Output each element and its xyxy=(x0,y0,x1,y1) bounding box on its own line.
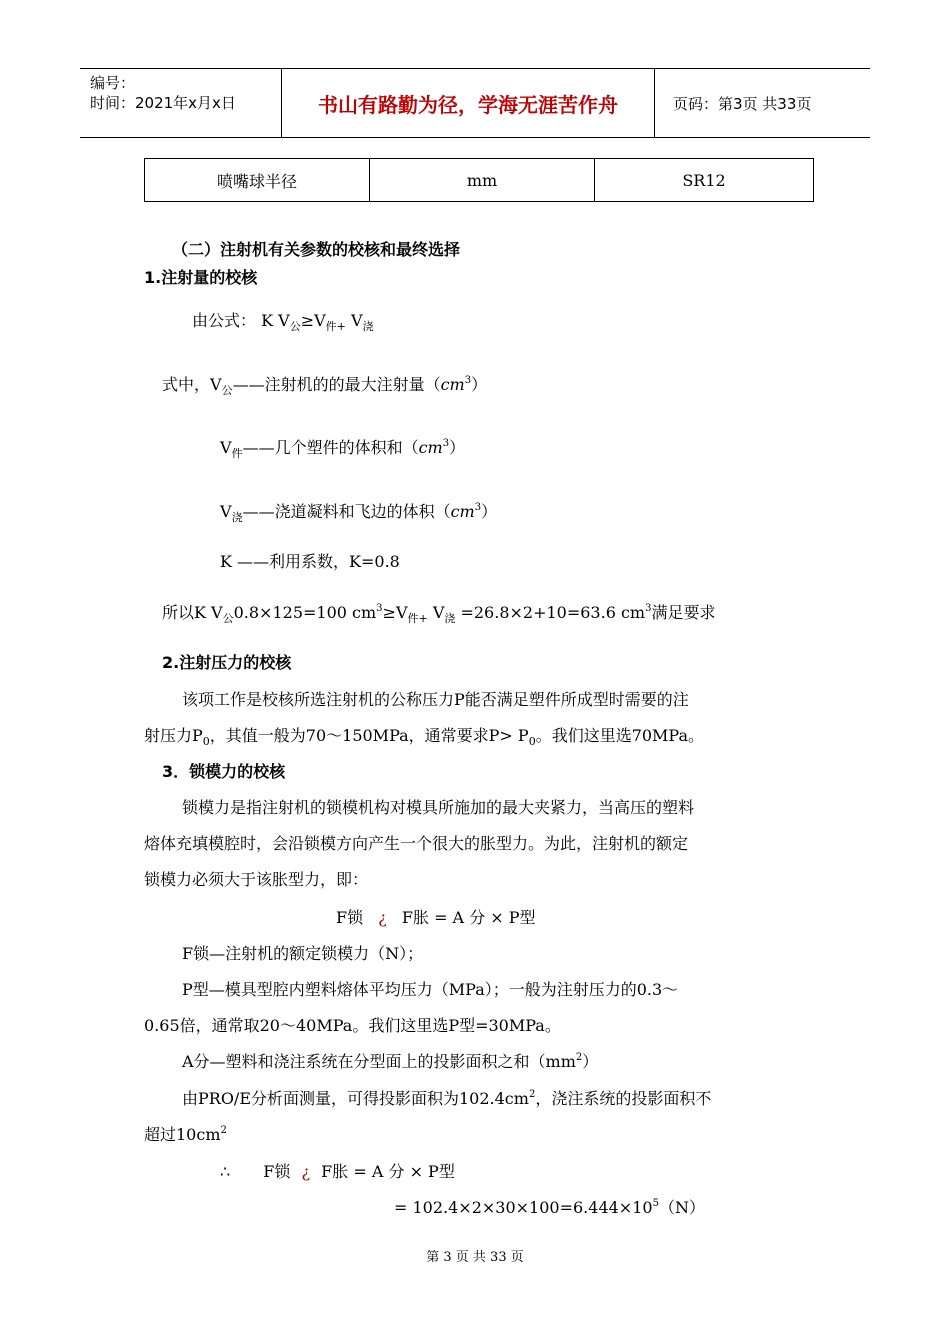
sub: 0 xyxy=(202,735,210,748)
text: ） xyxy=(471,375,488,394)
page-info: 页码：第3页 共33页 xyxy=(673,94,812,113)
sub: 件+ xyxy=(407,612,428,625)
exp: 2 xyxy=(528,1089,536,1100)
formula-sub: 浇 xyxy=(362,320,374,333)
text: ≥V xyxy=(382,603,408,622)
text: ——浇道凝料和飞边的体积（ xyxy=(242,502,451,521)
text: 射压力P xyxy=(144,726,203,745)
symbol: ¿ xyxy=(301,1162,311,1181)
sub: 公 xyxy=(221,384,233,397)
spec-value: SR12 xyxy=(595,159,814,202)
exp: 2 xyxy=(220,1125,227,1136)
s3-def2a: P型—模具型腔内塑料熔体平均压力（MPa）；一般为注射压力的0.3～ xyxy=(182,980,679,999)
text: V xyxy=(220,438,232,457)
text: = 102.4×2×30×100=6.444×10 xyxy=(394,1198,653,1217)
unit-exp: 3 xyxy=(442,438,450,449)
text: 。我们这里选70MPa。 xyxy=(535,726,705,745)
text: F胀 = A 分 × P型 xyxy=(401,908,536,927)
unit-exp: 3 xyxy=(645,603,652,614)
s3-equation xyxy=(336,906,536,930)
therefore-symbol: ∴ xyxy=(220,1162,231,1181)
sub: 0 xyxy=(528,735,536,748)
text: 0.8×125=100 cm xyxy=(233,603,377,622)
s3-result xyxy=(394,1196,705,1223)
text: 由PRO/E分析面测量，可得投影面积为102.4cm xyxy=(182,1089,529,1108)
s2-line2 xyxy=(144,724,704,750)
section-title: （二）注射机有关参数的校核和最终选择 xyxy=(172,240,461,259)
formula-text: ≥V xyxy=(300,311,326,330)
text: 所以K V xyxy=(162,603,223,622)
unit: cm xyxy=(418,438,443,457)
formula-sub: 件+ xyxy=(325,320,346,333)
text: ——几个塑件的体积和（ xyxy=(242,438,419,457)
unit-exp: 3 xyxy=(474,502,482,513)
s1-item2 xyxy=(220,436,465,463)
s1-formula xyxy=(192,309,374,335)
text: （N） xyxy=(658,1198,705,1217)
symbol: ¿ xyxy=(378,908,387,927)
s3-line1: 锁模力是指注射机的锁模机构对模具所施加的最大夹紧力，当高压的塑料 xyxy=(182,798,695,817)
text: F锁 xyxy=(263,1162,291,1181)
header-motto: 书山有路勤为径，学海无涯苦作舟 xyxy=(281,69,655,137)
s3-meas1 xyxy=(182,1087,711,1114)
date-label: 时间：2021年x月x日 xyxy=(90,94,236,112)
text: ） xyxy=(582,1052,599,1071)
s2-title: 2.注射压力的校核 xyxy=(162,653,292,672)
header-page-info xyxy=(663,69,870,137)
page-footer: 第 3 页 共 33 页 xyxy=(426,1250,524,1265)
text: ，浇注系统的投影面积不 xyxy=(535,1089,712,1108)
exp: 2 xyxy=(575,1052,583,1063)
text: F锁 xyxy=(336,908,364,927)
s3-def2b: 0.65倍，通常取20～40MPa。我们这里选P型=30MPa。 xyxy=(144,1016,561,1035)
number-label: 编号： xyxy=(90,74,136,92)
s3-equation2 xyxy=(220,1160,455,1184)
s1-item4: K ——利用系数，K=0.8 xyxy=(220,552,400,571)
spec-unit: mm xyxy=(370,159,595,202)
s2-line1: 该项工作是校核所选注射机的公称压力P能否满足塑件所成型时需要的注 xyxy=(182,690,689,709)
exp: 5 xyxy=(652,1198,659,1209)
s3-def3 xyxy=(182,1050,598,1077)
formula-text: 由公式： K V xyxy=(192,311,290,330)
unit: cm xyxy=(440,375,465,394)
text: ——注射机的的最大注射量（ xyxy=(232,375,441,394)
page-header xyxy=(80,68,870,138)
s3-line3: 锁模力必须大于该胀型力，即： xyxy=(144,870,369,889)
formula-sub: 公 xyxy=(289,320,301,333)
sub: 浇 xyxy=(231,511,243,524)
text: A分—塑料和浇注系统在分型面上的投影面积之和（mm xyxy=(182,1052,576,1071)
s3-def1: F锁—注射机的额定锁模力（N）； xyxy=(182,944,424,963)
s3-meas2 xyxy=(144,1123,227,1150)
sub: 件 xyxy=(231,447,243,460)
text: 满足要求 xyxy=(651,603,716,622)
text: =26.8×2+10=63.6 cm xyxy=(455,603,646,622)
text: V xyxy=(427,603,445,622)
unit-exp: 3 xyxy=(376,603,383,614)
sub: 浇 xyxy=(444,612,456,625)
s1-title: 1.注射量的校核 xyxy=(144,268,258,287)
sub: 公 xyxy=(222,612,234,625)
s3-line2: 熔体充填模腔时，会沿锁模方向产生一个很大的胀型力。为此，注射机的额定 xyxy=(144,834,689,853)
text: ） xyxy=(449,438,466,457)
unit-exp: 3 xyxy=(464,375,472,386)
table-row xyxy=(145,159,814,202)
s3-title: 3．锁模力的校核 xyxy=(162,762,286,781)
unit: cm xyxy=(450,502,475,521)
header-meta xyxy=(80,69,280,137)
spec-name: 喷嘴球半径 xyxy=(145,159,370,202)
text: ） xyxy=(481,502,498,521)
text: 超过10cm xyxy=(144,1125,221,1144)
spec-table xyxy=(144,158,814,202)
text: 式中，V xyxy=(162,375,222,394)
text: ，其值一般为70～150MPa，通常要求P> P xyxy=(209,726,529,745)
s1-where xyxy=(162,373,487,400)
text: V xyxy=(220,502,232,521)
text: F胀 = A 分 × P型 xyxy=(321,1162,455,1181)
s1-item3 xyxy=(220,500,497,527)
formula-text: V xyxy=(345,311,363,330)
s1-conclusion xyxy=(162,601,715,628)
